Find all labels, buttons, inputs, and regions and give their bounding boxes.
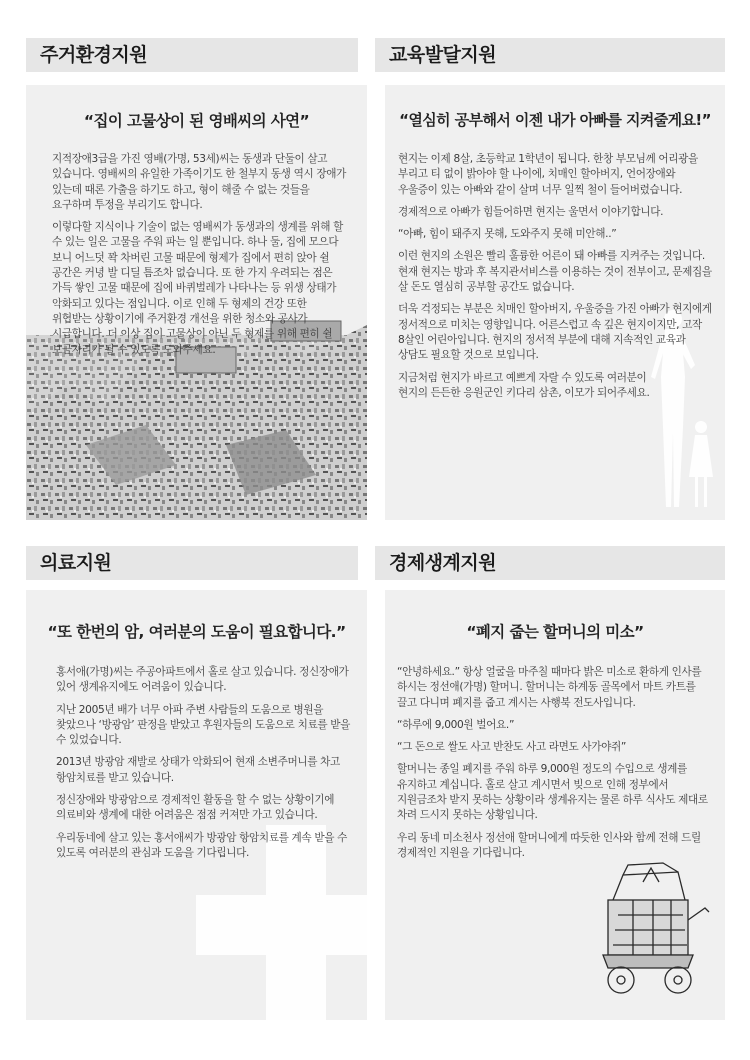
education-paragraph: 이런 현지의 소원은 빨리 훌륭한 어른이 돼 아빠를 지켜주는 것입니다. 현재 현지는 방과 후 복지관서비스를 이용하는 것이 전부이고, 문제집을 살 돈도 열심히 공부할 공간도 없습니다. xyxy=(398,250,712,294)
economic-paragraph: 할머니는 종일 폐지를 주워 하루 9,000원 정도의 수입으로 생계를 유지하고 계십니다. 홀로 살고 계시면서 빚으로 인해 정부에서 지원금조차 받지 못하는 상황이라 생계유지는 물론 하루 식사도 제대로 차려 드시지 못하는 상황입니다. xyxy=(397,763,708,822)
economic-paragraph: 우리 동네 미소천사 정선애 할머니에게 따듯한 인사와 함께 전해 드릴 경제적인 지원을 기다립니다. xyxy=(397,831,701,859)
economic-paragraph: “그 돈으로 쌀도 사고 반찬도 사고 라면도 사가야쥐” xyxy=(397,741,627,754)
housing-paragraph: 지적장애3급을 가진 영배(가명, 53세)씨는 동생과 단둘이 살고 있습니다. 영배씨의 유일한 가족이기도 한 철부지 동생 역시 장애가 있는데 때론 가출을 하기도 하고, 형이 해줄 수 없는 것들을 요구하며 투정을 부리기도 합니다. xyxy=(52,153,347,211)
paper-cart-sketch xyxy=(593,860,713,1010)
economic-paragraph: “안녕하세요.” 항상 얼굴을 마주칠 때마다 밝은 미소로 환하게 인사를 하시는 정선애(가명) 할머니. 할머니는 하계동 골목에서 마트 카트를 끌고 다니며 폐지를 줍고 계시는 사행북 전도사입니다. xyxy=(397,666,702,709)
education-panel xyxy=(385,85,725,520)
medical-paragraph: 지난 2005년 배가 너무 아파 주변 사람들의 도움으로 병원을 찾았으나 ‘방광암’ 판정을 받았고 후원자들의 도움으로 치료를 받을 수 있었습니다. xyxy=(56,703,351,747)
housing-headline: “집이 고물상이 된 영배씨의 사연” xyxy=(83,112,310,130)
education-story xyxy=(398,152,714,408)
economic-panel xyxy=(385,590,725,1020)
education-paragraph: 지금처럼 현지가 바르고 예쁘게 자랄 수 있도록 여러분이 현지의 든든한 응원군인 키다리 삼촌, 이모가 되어주세요. xyxy=(398,371,650,399)
medical-paragraph: 우리동네에 살고 있는 홍서애씨가 방광암 항암치료를 계속 받을 수 있도록 여러분의 관심과 도움을 기다립니다. xyxy=(56,831,347,859)
housing-paragraph: 이렇다할 지식이나 기술이 없는 영배씨가 동생과의 생계를 위해 할 수 있는 일은 고물을 주워 파는 일 뿐입니다. 하나 둘, 집에 모으다 보니 어느덧 꽉 차버린 고물 때문에 형제가 집에서 편히 앉아 쉴 공간은 커녕 발 디딜 틈조차 없습니다. 또 한 가지 우려되는 점은 가득 쌓인 고물 때문에 집에 바퀴벌레가 나타나는 등 위생 상태가 악화되고 있다는 점입니다. 이로 인해 두 형제의 건강 또한 위협받는 상황이기에 주거환경 개선을 위한 청소와 공사가 시급합니다. 더 이상 집이 고물상이 아닌 두 형제를 위해 편히 쉴 보금자리가 될 수 있도록 도와주세요. xyxy=(52,221,343,356)
economic-section-title: 경제생계지원 xyxy=(375,546,725,580)
medical-paragraph: 2013년 방광암 재발로 상태가 악화되어 현재 소변주머니를 차고 항암치료를 받고 있습니다. xyxy=(56,756,340,784)
education-headline: “열심히 공부해서 이젠 내가 아빠를 지켜줄게요!” xyxy=(399,111,711,129)
education-paragraph: 현지는 이제 8살, 초등학교 1학년이 됩니다. 한창 부모님께 어리광을 부리고 티 없이 밝아야 할 나이에, 치매인 할아버지, 언어장애와 우울증이 있는 아빠와 같이 살며 너무 일찍 철이 들어버렸습니다. xyxy=(398,153,698,196)
economic-story xyxy=(397,665,715,868)
economic-paragraph: “하루에 9,000원 벌어요.” xyxy=(397,718,515,731)
education-paragraph: 경제적으로 아빠가 힘들어하면 현지는 울면서 이야기합니다. xyxy=(398,205,664,218)
housing-section-title: 주거환경지원 xyxy=(26,38,358,72)
education-paragraph: “아빠, 힘이 돼주지 못해, 도와주지 못해 미안해..” xyxy=(398,228,617,241)
education-paragraph: 더욱 걱정되는 부분은 치매인 할아버지, 우울증을 가진 아빠가 현지에게 정서적으로 미치는 영향입니다. 어른스럽고 속 깊은 현지이지만, 고작 8살인 어린아입니다. 현지의 정서적 부분에 대해 지속적인 교육과 상담도 필요할 것으로 보입니다. xyxy=(398,303,712,362)
housing-story xyxy=(52,152,348,365)
medical-panel xyxy=(26,590,367,1020)
economic-headline: “폐지 줍는 할머니의 미소” xyxy=(466,623,644,641)
medical-headline: “또 한번의 암, 여러분의 도움이 필요합니다.” xyxy=(47,623,346,641)
education-section-title: 교육발달지원 xyxy=(375,38,725,72)
medical-paragraph: 홍서애(가명)씨는 주공아파트에서 홀로 살고 있습니다. 정신장애가 있어 생계유지에도 어려움이 있습니다. xyxy=(56,666,349,694)
medical-paragraph: 정신장애와 방광암으로 경제적인 활동을 할 수 없는 상황이기에 의료비와 생계에 대한 어려움은 점점 커져만 가고 있습니다. xyxy=(56,794,335,822)
housing-panel xyxy=(26,85,367,520)
medical-story xyxy=(56,665,356,868)
medical-section-title: 의료지원 xyxy=(26,546,358,580)
